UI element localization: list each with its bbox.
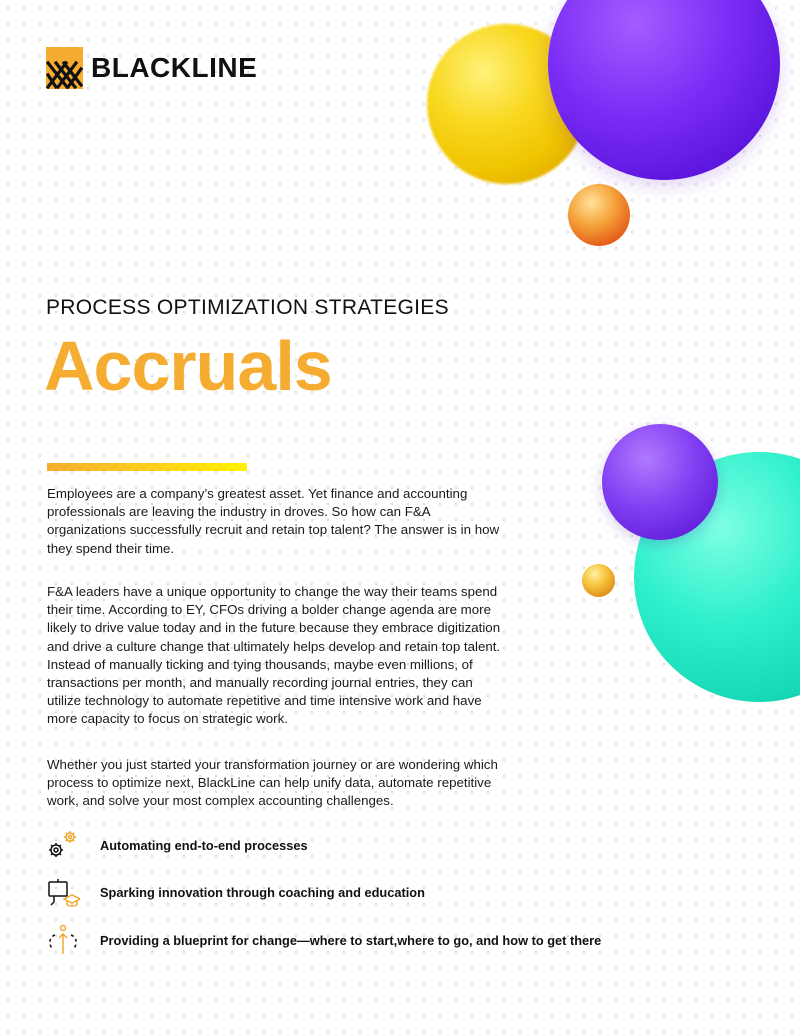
benefit-label: Sparking innovation through coaching and education bbox=[100, 884, 425, 900]
benefit-label: Providing a blueprint for change—where to start,where to go, and how to get there bbox=[100, 932, 602, 948]
benefit-item bbox=[46, 875, 425, 909]
benefit-label: Automating end-to-end processes bbox=[100, 837, 308, 853]
benefit-item bbox=[46, 923, 602, 957]
gears-icon bbox=[46, 828, 80, 862]
blackline-logo bbox=[46, 47, 257, 89]
brand-name: BLACKLINE bbox=[91, 52, 258, 83]
orange-sphere bbox=[568, 184, 630, 246]
gold-sphere-small bbox=[582, 564, 615, 597]
benefit-item bbox=[46, 828, 308, 862]
purple-sphere-large bbox=[548, 0, 780, 180]
body-paragraph: F&A leaders have a unique opportunity to change the way their teams spend their time. According to EY, CFOs driving a bolder change agenda are more likely to drive value today and in the future because they embrace digitization and drive a culture change that ultimately helps develop and retain top talent. Instead of manually ticking and tying thousands, maybe even millions, of transactions per month, and manually recording journal entries, they can utilize technology to automate repetitive and time intensive work and have more capacity to focus on strategic work. bbox=[47, 584, 501, 727]
board-graduation-cap-icon bbox=[46, 875, 80, 909]
page-title: Accruals bbox=[44, 327, 332, 405]
path-arrow-icon bbox=[46, 923, 80, 957]
purple-sphere-medium bbox=[602, 424, 718, 540]
intro-paragraph: Employees are a company’s greatest asset. Yet finance and accounting professionals are leaving the industry in droves. So how can F&A organizations successfully recruit and retain top talent? The answer is in how they spend their time. bbox=[47, 486, 500, 556]
closing-paragraph: Whether you just started your transformation journey or are wondering which process to optimize next, BlackLine can help unify data, automate repetitive work, and solve your most complex accounting challenges. bbox=[47, 757, 498, 809]
accent-divider bbox=[47, 463, 247, 471]
blackline-logo-mark-icon bbox=[46, 47, 83, 89]
eyebrow-heading: PROCESS OPTIMIZATION STRATEGIES bbox=[46, 296, 449, 319]
